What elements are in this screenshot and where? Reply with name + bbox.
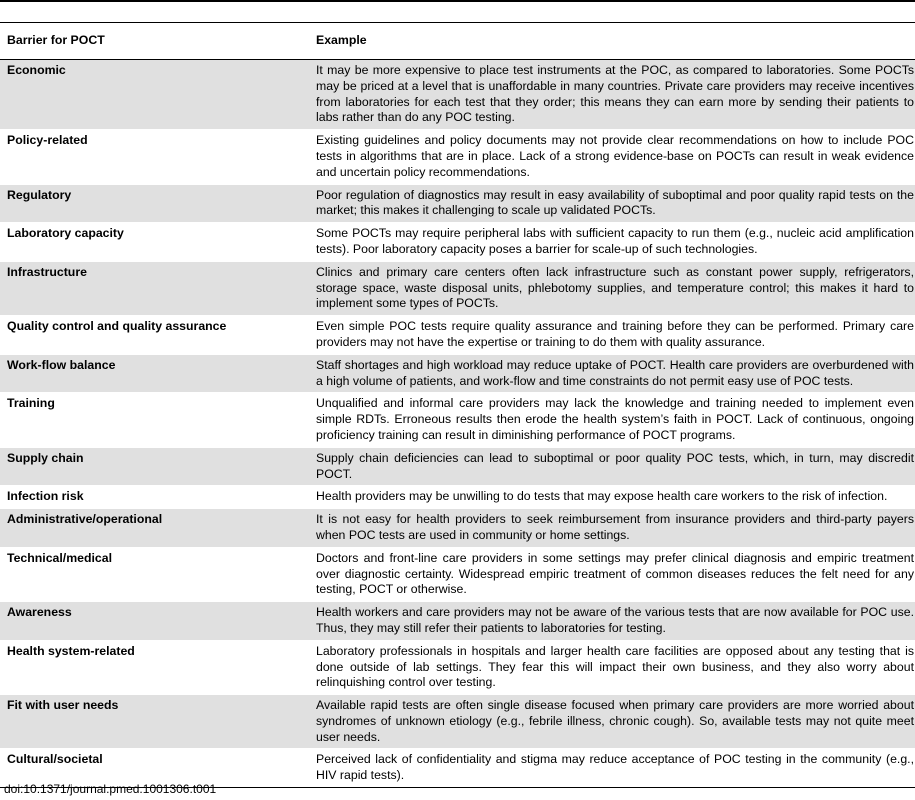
table-row bbox=[0, 640, 915, 694]
table-row bbox=[0, 354, 915, 393]
example-cell: Available rapid tests are often single disease focused when primary care providers are more worried about syndromes of unknown etiology (e.g., febrile illness, chronic cough). So, available tests may not quite meet user needs. bbox=[316, 698, 914, 744]
table-row bbox=[0, 602, 915, 641]
example-cell: Existing guidelines and policy documents may not provide clear recommendations on how to include POC tests in algorithms that are in place. Lack of a strong evidence-base on POCTs can result in weak evidence and uncertain policy recommendations. bbox=[316, 133, 914, 179]
example-cell: Health workers and care providers may not be aware of the various tests that are now available for POC use. Thus, they may still refer their patients to laboratories for testing. bbox=[316, 605, 914, 635]
barrier-cell: Technical/medical bbox=[7, 550, 113, 565]
example-cell: Even simple POC tests require quality assurance and training before they can be performed. Primary care providers may not have the expertise or training to do them with quality assurance. bbox=[316, 319, 914, 349]
header-row bbox=[0, 23, 915, 60]
barrier-cell: Infection risk bbox=[7, 489, 84, 504]
table-row bbox=[0, 447, 915, 486]
table-row bbox=[0, 393, 915, 447]
doi-caption: doi:10.1371/journal.pmed.1001306.t001 bbox=[4, 782, 217, 796]
barrier-cell: Administrative/operational bbox=[7, 512, 163, 527]
example-cell: Health providers may be unwilling to do tests that may expose health care workers to the risk of infection. bbox=[316, 489, 888, 504]
example-cell: Poor regulation of diagnostics may result in easy availability of suboptimal and poor quality rapid tests on the market; this makes it challenging to scale up validated POCTs. bbox=[316, 187, 914, 218]
table-row bbox=[0, 184, 915, 223]
header-example: Example bbox=[316, 33, 367, 48]
barrier-cell: Work-flow balance bbox=[7, 357, 116, 372]
example-cell: Perceived lack of confidentiality and stigma may reduce acceptance of POC testing in the community (e.g., HIV rapid tests). bbox=[316, 752, 914, 783]
table-row bbox=[0, 509, 915, 548]
example-cell: It is not easy for health providers to seek reimbursement from insurance providers and third-party payers when POC tests are used in community or home settings. bbox=[316, 512, 914, 542]
barrier-cell: Health system-related bbox=[7, 643, 135, 658]
example-cell: Supply chain deficiencies can lead to suboptimal or poor quality POC tests, which, in turn, may discredit POCT. bbox=[316, 450, 914, 481]
table-row bbox=[0, 60, 915, 130]
example-cell: Laboratory professionals in hospitals and larger health care facilities are opposed about any testing that is done outside of lab settings. They fear this will impact their own business, and they also worry about relinquishing control over testing. bbox=[316, 643, 914, 690]
table-row bbox=[0, 261, 915, 315]
table-header bbox=[0, 23, 915, 60]
example-cell: Staff shortages and high workload may reduce uptake of POCT. Health care providers are overburdened with a high volume of patients, and work-flow and time constraints do not permit easy use of POC tests. bbox=[316, 357, 914, 388]
table-row bbox=[0, 130, 915, 184]
table-row bbox=[0, 316, 915, 355]
table-body bbox=[0, 60, 915, 788]
barrier-cell: Fit with user needs bbox=[7, 698, 119, 713]
barrier-cell: Laboratory capacity bbox=[7, 226, 124, 241]
barrier-cell: Infrastructure bbox=[7, 264, 87, 279]
barrier-cell: Training bbox=[7, 396, 55, 411]
example-cell: It may be more expensive to place test instruments at the POC, as compared to laboratories. Some POCTs may be priced at a level that is unaffordable in many countries. Private care providers may receive incentives from laboratories for each test that they order; this means they can earn more by sending their patients to labs rather than do any POC testing. bbox=[316, 63, 914, 125]
barrier-cell: Cultural/societal bbox=[7, 752, 103, 767]
table-row bbox=[0, 547, 915, 601]
barriers-table-container bbox=[0, 22, 915, 788]
barrier-cell: Policy-related bbox=[7, 133, 88, 148]
barrier-cell: Economic bbox=[7, 63, 66, 77]
example-cell: Unqualified and informal care providers may lack the knowledge and training needed to implement even simple RDTs. Erroneous results then erode the health system’s faith in POCT. Lack of continuous, ongoing proficiency training can result in diminishing performance of POCT programs. bbox=[316, 396, 914, 442]
example-cell: Clinics and primary care centers often lack infrastructure such as constant power supply, refrigerators, storage space, waste disposal units, phlebotomy supplies, and temperature control; this makes it hard to implement some types of POCTs. bbox=[316, 264, 914, 311]
example-cell: Doctors and front-line care providers in some settings may prefer clinical diagnosis and empiric treatment over diagnostic certainty. Widespread empiric treatment of common diseases reduces the felt need for any testing, POCT or otherwise. bbox=[316, 550, 914, 597]
barrier-cell: Supply chain bbox=[7, 450, 84, 465]
top-rule bbox=[0, 0, 915, 2]
header-barrier: Barrier for POCT bbox=[7, 33, 105, 48]
barrier-cell: Awareness bbox=[7, 605, 72, 620]
table-row bbox=[0, 695, 915, 749]
barriers-table bbox=[0, 22, 915, 788]
example-cell: Some POCTs may require peripheral labs with sufficient capacity to run them (e.g., nucleic acid amplification tests). Poor laboratory capacity poses a barrier for scale-up of such technologies. bbox=[316, 226, 914, 256]
table-row bbox=[0, 223, 915, 262]
barrier-cell: Quality control and quality assurance bbox=[7, 319, 227, 334]
barrier-cell: Regulatory bbox=[7, 187, 72, 202]
table-row bbox=[0, 486, 915, 509]
